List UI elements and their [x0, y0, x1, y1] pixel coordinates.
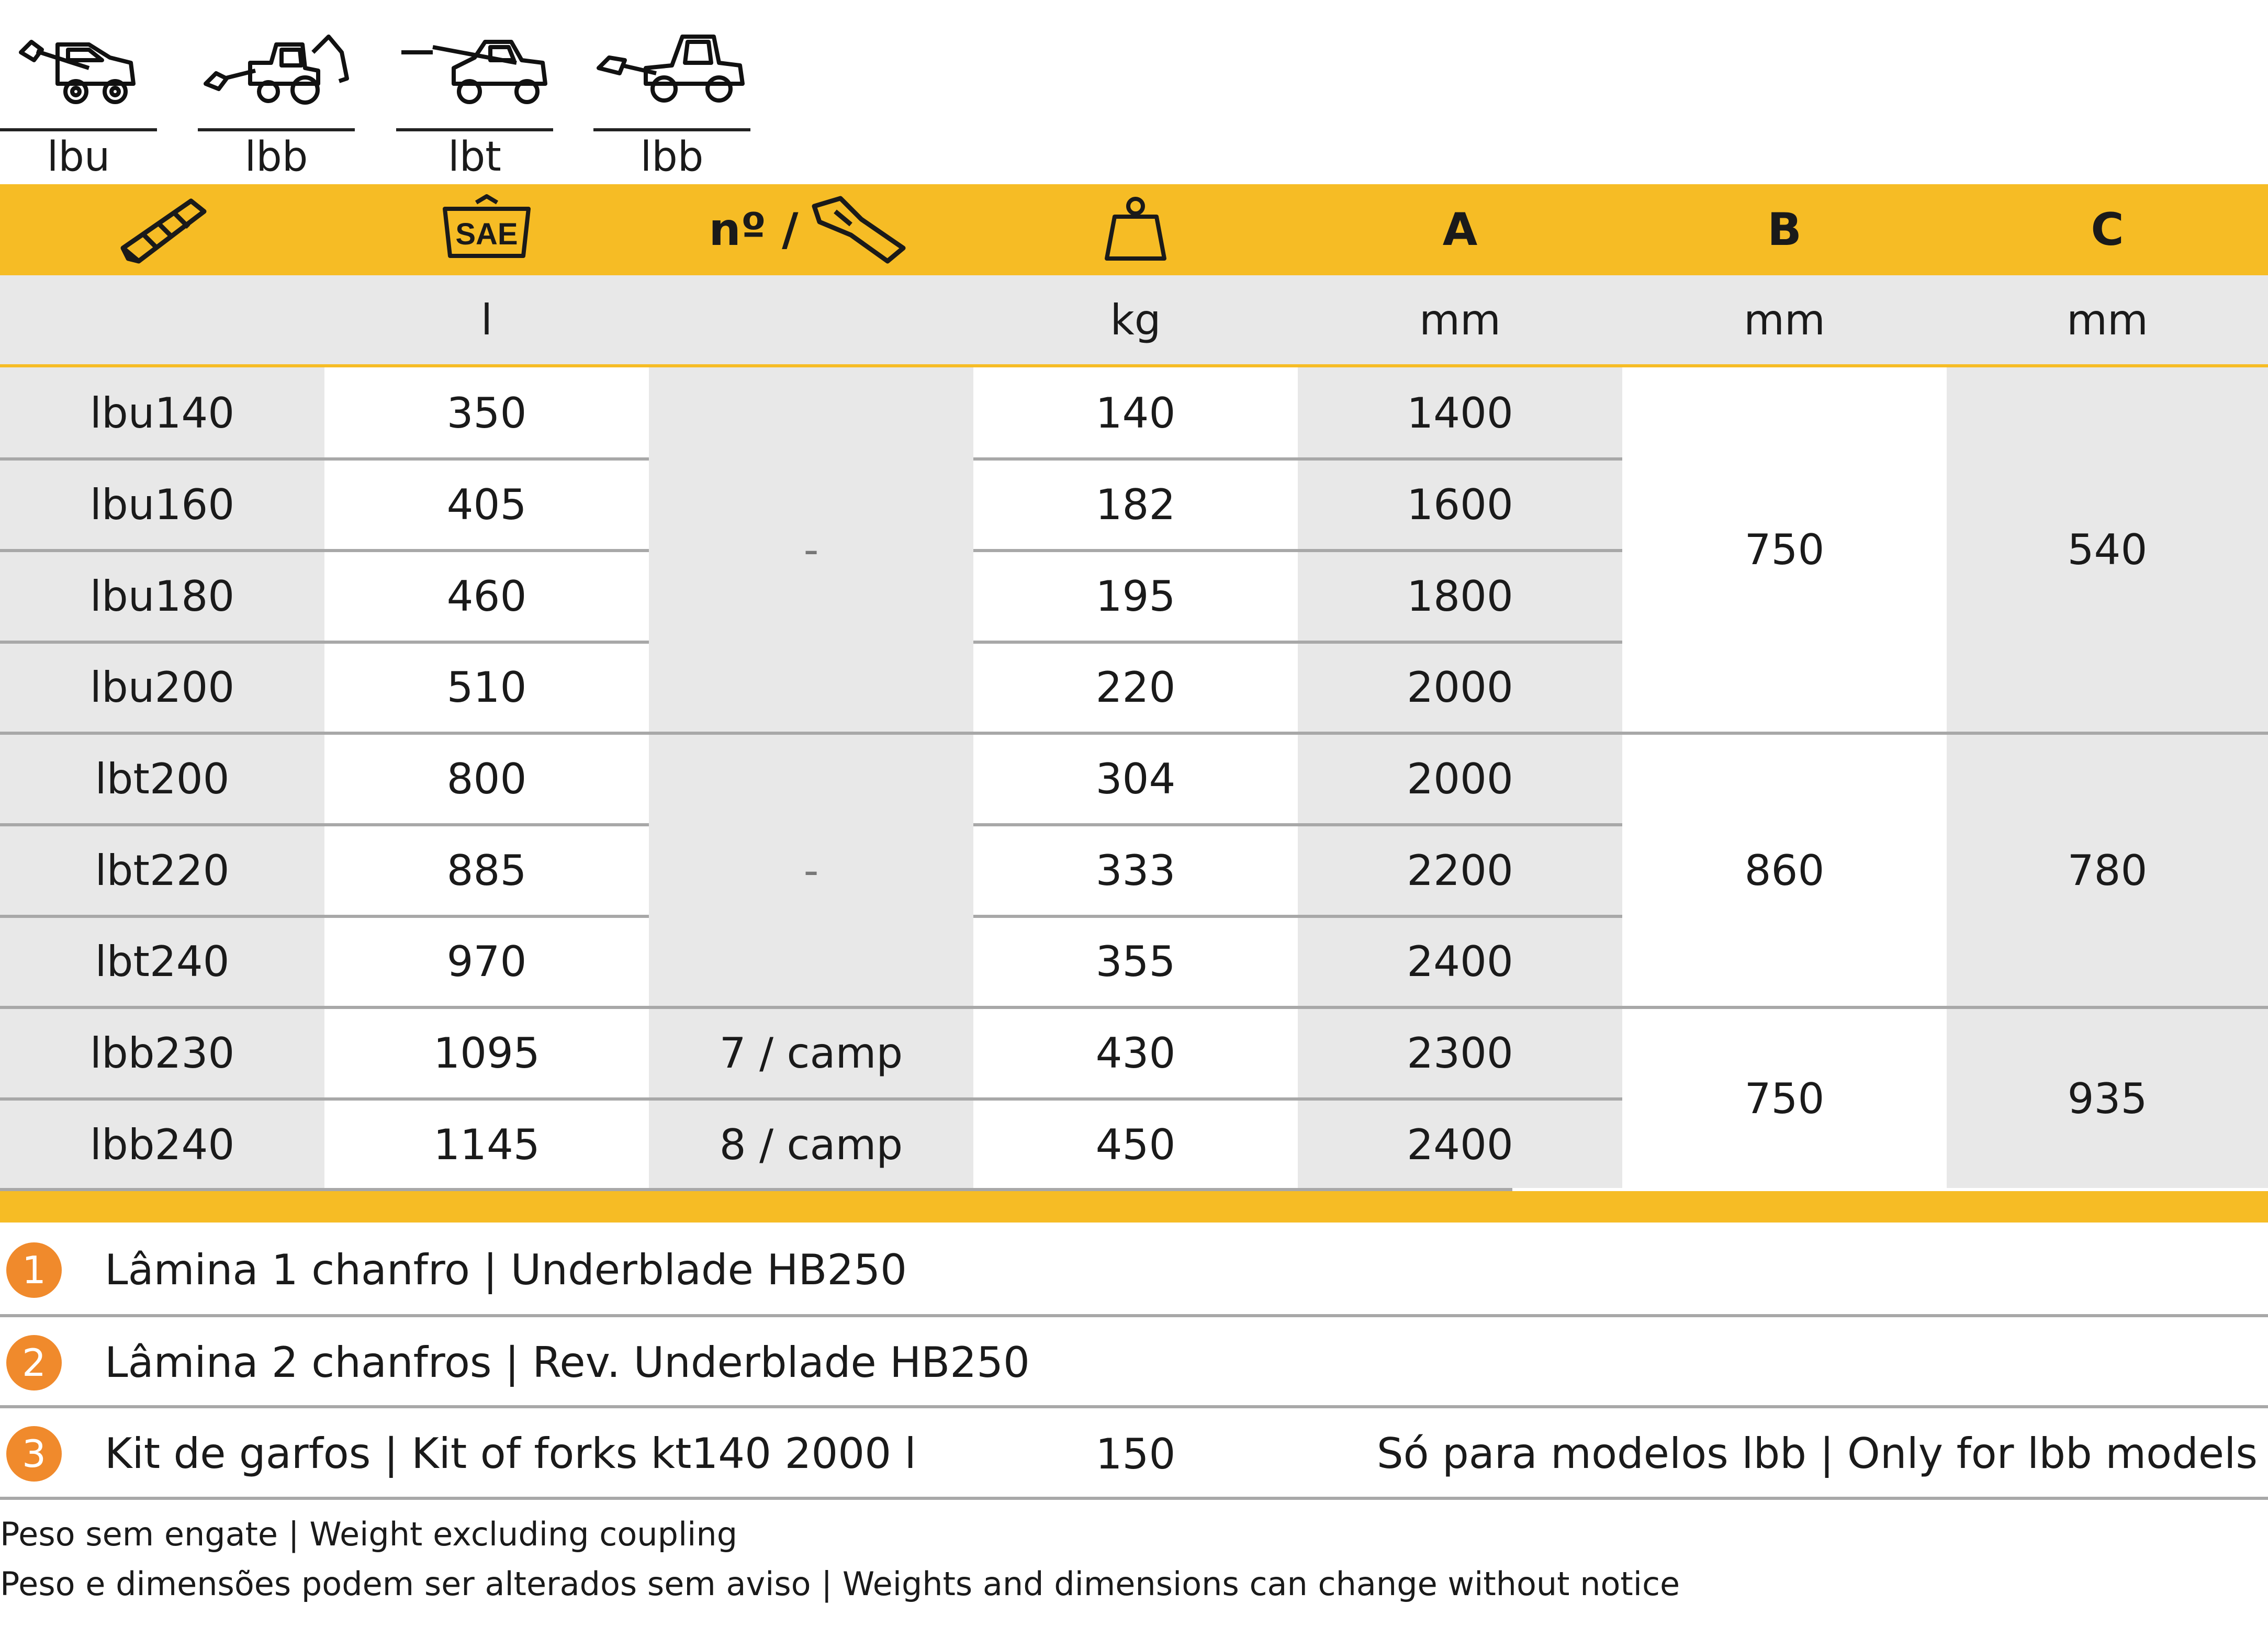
accessory-number: 1	[6, 1242, 62, 1298]
group-c: 540	[2067, 525, 2148, 574]
accessory-row	[0, 1317, 2268, 1408]
accessory-label: Lâmina 1 chanfro | Underblade HB250	[105, 1246, 907, 1294]
accessory-number: 3	[6, 1426, 62, 1482]
cell-weight: 355	[1095, 937, 1176, 986]
cell-model: lbu160	[89, 480, 235, 529]
accessory-row	[0, 1225, 2268, 1316]
cell-capacity: 405	[446, 480, 527, 529]
cell-capacity: 1145	[433, 1120, 540, 1169]
accessory-number: 2	[6, 1335, 62, 1390]
teeth-prefix: nº /	[709, 204, 799, 256]
cell-a: 2000	[1407, 754, 1513, 803]
group-teeth: -	[803, 846, 819, 895]
machine-lbu	[0, 21, 157, 181]
header-b: B	[1767, 204, 1802, 256]
cell-a: 2200	[1407, 846, 1513, 895]
footnote: Peso e dimensões podem ser alterados sem aviso | Weights and dimensions can change without notice	[0, 1565, 1680, 1603]
cell-capacity: 510	[446, 663, 527, 712]
header-a: A	[1442, 204, 1478, 256]
header-weight	[973, 184, 1298, 275]
cell-weight: 195	[1095, 571, 1176, 621]
tooth-icon	[804, 190, 914, 269]
cell-weight: 220	[1095, 663, 1176, 712]
cell-a: 2400	[1407, 1120, 1513, 1169]
unit-capacity: l	[480, 295, 493, 344]
accessory-divider	[0, 1497, 2268, 1500]
machine-lbb-wheel-loader	[593, 21, 750, 181]
cell-a: 1800	[1407, 571, 1513, 621]
cell-teeth: 7 / camp	[719, 1028, 903, 1078]
machine-label: lbt	[448, 133, 501, 181]
unit-weight: kg	[1110, 295, 1161, 344]
cell-weight: 450	[1095, 1120, 1176, 1169]
accessory-label: Kit de garfos | Kit of forks kt140 2000 l	[105, 1429, 916, 1478]
header-bucket	[0, 184, 324, 275]
group-c: 780	[2067, 846, 2148, 895]
cell-weight: 333	[1095, 846, 1176, 895]
cell-model: lbu180	[89, 571, 235, 621]
cell-a: 1400	[1407, 388, 1513, 438]
group-c: 935	[2067, 1074, 2148, 1123]
wheel-loader-icon	[593, 21, 750, 110]
cell-model: lbt240	[95, 937, 230, 986]
cell-model: lbb230	[89, 1028, 235, 1078]
header-capacity	[324, 184, 649, 275]
cell-model: lbt200	[95, 754, 230, 803]
group-b: 860	[1744, 846, 1825, 895]
cell-capacity: 800	[446, 754, 527, 803]
group-b: 750	[1744, 525, 1825, 574]
unit-b: mm	[1744, 295, 1825, 344]
cell-model: lbt220	[95, 846, 230, 895]
sae-capacity-icon	[434, 193, 539, 266]
bucket-icon	[113, 190, 212, 269]
group-b: 750	[1744, 1074, 1825, 1123]
machine-lbt	[396, 21, 553, 181]
telehandler-icon	[396, 21, 553, 110]
cell-capacity: 970	[446, 937, 527, 986]
header-c: C	[2091, 204, 2124, 256]
weight-icon	[1102, 193, 1170, 266]
svg-text:SAE: SAE	[455, 217, 518, 251]
cell-a: 1600	[1407, 480, 1513, 529]
accessory-note: Só para modelos lbb | Only for lbb models	[1376, 1429, 2258, 1478]
cell-a: 2300	[1407, 1028, 1513, 1078]
cell-teeth: 8 / camp	[719, 1120, 903, 1169]
cell-weight: 304	[1095, 754, 1176, 803]
machine-label: lbu	[47, 133, 110, 181]
cell-capacity: 460	[446, 571, 527, 621]
accessory-label: Lâmina 2 chanfros | Rev. Underblade HB250	[105, 1338, 1030, 1387]
cell-weight: 430	[1095, 1028, 1176, 1078]
cell-model: lbb240	[89, 1120, 235, 1169]
cell-capacity: 1095	[433, 1028, 540, 1078]
cell-weight: 140	[1095, 388, 1176, 438]
unit-c: mm	[2067, 295, 2148, 344]
backhoe-loader-icon	[198, 21, 355, 110]
cell-capacity: 350	[446, 388, 527, 438]
cell-a: 2000	[1407, 663, 1513, 712]
header-teeth	[649, 184, 973, 275]
machine-lbb-backhoe	[198, 21, 355, 181]
cell-capacity: 885	[446, 846, 527, 895]
cell-weight: 182	[1095, 480, 1176, 529]
cell-a: 2400	[1407, 937, 1513, 986]
group-teeth: -	[803, 525, 819, 574]
cell-model: lbu200	[89, 663, 235, 712]
accessory-weight: 150	[1095, 1429, 1176, 1478]
machine-label: lbb	[244, 133, 308, 181]
unit-a: mm	[1419, 295, 1501, 344]
accessory-row	[0, 1408, 2268, 1499]
cell-model: lbu140	[89, 388, 235, 438]
skid-steer-loader-icon	[10, 21, 147, 110]
table-footer-bar	[0, 1191, 2268, 1223]
machine-label: lbb	[640, 133, 704, 181]
footnote: Peso sem engate | Weight excluding coupling	[0, 1515, 738, 1553]
